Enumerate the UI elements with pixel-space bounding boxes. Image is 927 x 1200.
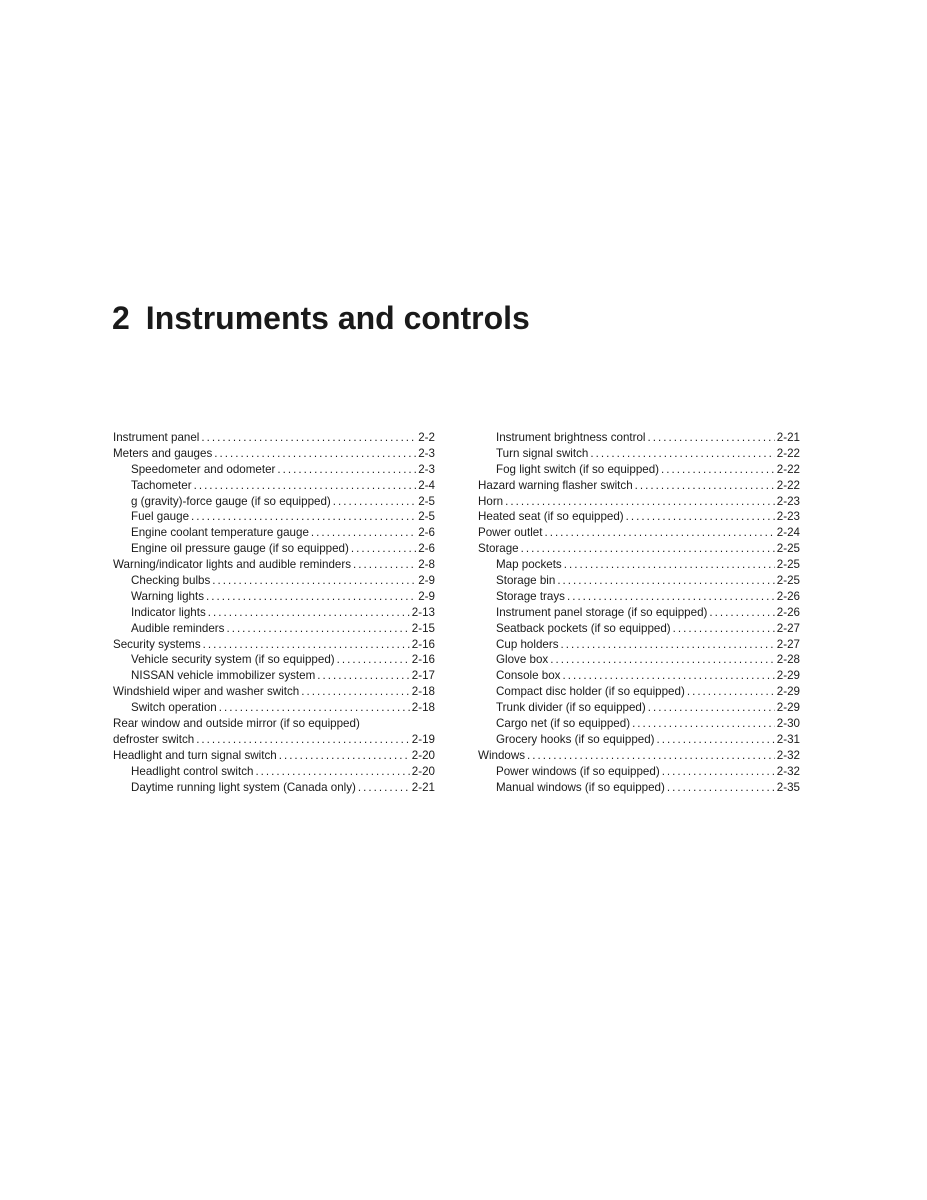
toc-leader-dots bbox=[667, 780, 775, 796]
toc-entry[interactable] bbox=[478, 509, 800, 525]
toc-leader-dots bbox=[562, 668, 774, 684]
toc-leader-dots bbox=[550, 652, 775, 668]
toc-leader-dots bbox=[206, 589, 416, 605]
toc-entry[interactable] bbox=[478, 716, 800, 732]
toc-entry[interactable] bbox=[113, 732, 435, 748]
toc-entry[interactable] bbox=[113, 430, 435, 446]
toc-entry-label: Meters and gauges bbox=[113, 446, 213, 460]
toc-entry-page: 2-4 bbox=[418, 478, 435, 492]
toc-leader-dots bbox=[353, 557, 416, 573]
toc-leader-dots bbox=[358, 780, 410, 796]
toc-entry-page: 2-13 bbox=[411, 605, 435, 619]
toc-entry-label: Security systems bbox=[113, 637, 201, 651]
toc-entry[interactable] bbox=[113, 684, 435, 700]
toc-leader-dots bbox=[635, 478, 775, 494]
toc-entry[interactable] bbox=[478, 652, 800, 668]
toc-entry[interactable] bbox=[113, 573, 435, 589]
toc-leader-dots bbox=[657, 732, 775, 748]
toc-entry[interactable] bbox=[478, 557, 800, 573]
toc-entry-page: 2-20 bbox=[411, 764, 435, 778]
chapter-title bbox=[112, 298, 530, 338]
toc-entry-page: 2-30 bbox=[776, 717, 800, 731]
toc-leader-dots bbox=[557, 573, 774, 589]
toc-entry-label: Instrument panel storage (if so equipped) bbox=[496, 605, 708, 619]
toc-entry[interactable] bbox=[478, 430, 800, 446]
toc-leader-dots bbox=[527, 748, 775, 764]
toc-entry-label: Console box bbox=[496, 669, 561, 683]
toc-entry-label: NISSAN vehicle immobilizer system bbox=[131, 669, 316, 683]
toc-entry-page: 2-28 bbox=[776, 653, 800, 667]
toc-entry-page: 2-22 bbox=[776, 446, 800, 460]
toc-entry[interactable] bbox=[113, 748, 435, 764]
toc-leader-dots bbox=[662, 764, 775, 780]
toc-leader-dots bbox=[521, 541, 775, 557]
toc-leader-dots bbox=[279, 748, 410, 764]
toc-entry-label: Warning lights bbox=[131, 589, 205, 603]
toc-entry-label: Power windows (if so equipped) bbox=[496, 764, 660, 778]
toc-entry-label: Turn signal switch bbox=[496, 446, 589, 460]
toc-leader-dots bbox=[632, 716, 775, 732]
toc-entry-page: 2-23 bbox=[776, 510, 800, 524]
toc-entry[interactable] bbox=[478, 573, 800, 589]
toc-entry[interactable] bbox=[478, 478, 800, 494]
toc-entry-label: Tachometer bbox=[131, 478, 192, 492]
toc-leader-dots bbox=[673, 621, 775, 637]
toc-entry[interactable] bbox=[478, 748, 800, 764]
toc-leader-dots bbox=[214, 446, 416, 462]
toc-left-column bbox=[113, 430, 435, 795]
toc-entry-page: 2-21 bbox=[411, 780, 435, 794]
toc-entry-label: Storage bin bbox=[496, 574, 556, 588]
toc-entry[interactable] bbox=[113, 637, 435, 653]
toc-leader-dots bbox=[626, 509, 775, 525]
toc-entry-label: Engine oil pressure gauge (if so equipped) bbox=[131, 542, 349, 556]
toc-leader-dots bbox=[648, 700, 775, 716]
toc-entry-page: 2-2 bbox=[418, 431, 435, 444]
toc-entry[interactable] bbox=[478, 668, 800, 684]
toc-entry-label: Speedometer and odometer bbox=[131, 462, 276, 476]
toc-entry-page: 2-23 bbox=[776, 494, 800, 508]
toc-entry-label: Compact disc holder (if so equipped) bbox=[496, 685, 685, 699]
toc-entry[interactable] bbox=[478, 637, 800, 653]
toc-leader-dots bbox=[687, 684, 775, 700]
toc-leader-dots bbox=[301, 684, 410, 700]
toc-entry[interactable] bbox=[478, 589, 800, 605]
toc-entry[interactable] bbox=[478, 700, 800, 716]
toc-entry-page: 2-3 bbox=[418, 462, 435, 476]
toc-entry-label: Engine coolant temperature gauge bbox=[131, 526, 309, 540]
toc-leader-dots bbox=[648, 430, 775, 446]
toc-entry[interactable] bbox=[478, 684, 800, 700]
toc-entry-label: Manual windows (if so equipped) bbox=[496, 780, 665, 794]
toc-entry-label: Cargo net (if so equipped) bbox=[496, 717, 631, 731]
toc-leader-dots bbox=[277, 462, 416, 478]
toc-entry-page: 2-26 bbox=[776, 589, 800, 603]
toc-entry-label: Grocery hooks (if so equipped) bbox=[496, 732, 655, 746]
toc-entry-label: Heated seat (if so equipped) bbox=[478, 510, 624, 524]
toc-entry[interactable] bbox=[113, 780, 435, 796]
toc-leader-dots bbox=[208, 605, 410, 621]
toc-leader-dots bbox=[661, 462, 775, 478]
toc-entry[interactable] bbox=[113, 462, 435, 478]
chapter-number: 2 bbox=[112, 300, 130, 336]
toc-entry-page: 2-27 bbox=[776, 637, 800, 651]
toc-entry-page: 2-8 bbox=[418, 558, 435, 572]
toc-entry[interactable] bbox=[478, 525, 800, 541]
toc-entry-label: Storage bbox=[478, 542, 519, 556]
toc-leader-dots bbox=[564, 557, 775, 573]
toc-entry-page: 2-25 bbox=[776, 574, 800, 588]
toc-entry-page: 2-15 bbox=[411, 621, 435, 635]
toc-entry[interactable] bbox=[478, 780, 800, 796]
toc-entry-label: Hazard warning flasher switch bbox=[478, 478, 633, 492]
toc-entry[interactable] bbox=[478, 764, 800, 780]
toc-entry-label: Storage trays bbox=[496, 589, 565, 603]
toc-entry[interactable] bbox=[113, 557, 435, 573]
toc-leader-dots bbox=[333, 494, 416, 510]
toc-leader-dots bbox=[317, 668, 410, 684]
toc-entry[interactable] bbox=[113, 494, 435, 510]
toc-entry-label: Checking bulbs bbox=[131, 574, 211, 588]
toc-entry-page: 2-24 bbox=[776, 526, 800, 540]
toc-leader-dots bbox=[505, 494, 775, 510]
toc-leader-dots bbox=[226, 621, 409, 637]
toc-entry-page: 2-35 bbox=[776, 780, 800, 794]
toc-entry-label: defroster switch bbox=[113, 732, 195, 746]
toc-entry[interactable] bbox=[113, 589, 435, 605]
toc-leader-dots bbox=[203, 637, 410, 653]
toc-entry[interactable] bbox=[478, 732, 800, 748]
toc-entry-page: 2-22 bbox=[776, 462, 800, 476]
toc-entry[interactable] bbox=[113, 509, 435, 525]
toc-entry[interactable] bbox=[113, 605, 435, 621]
toc-entry-label: Switch operation bbox=[131, 701, 217, 715]
toc-entry[interactable] bbox=[478, 446, 800, 462]
toc-entry[interactable] bbox=[113, 700, 435, 716]
toc-entry-page: 2-18 bbox=[411, 701, 435, 715]
toc-entry-label: Warning/indicator lights and audible reminders bbox=[113, 558, 352, 572]
toc-leader-dots bbox=[196, 732, 410, 748]
toc-entry-label: Fuel gauge bbox=[131, 510, 190, 524]
toc-entry-label: Seatback pockets (if so equipped) bbox=[496, 621, 671, 635]
toc-entry-label: Fog light switch (if so equipped) bbox=[496, 462, 660, 476]
toc-entry-label: Headlight control switch bbox=[131, 764, 254, 778]
toc-entry-label: g (gravity)-force gauge (if so equipped) bbox=[131, 494, 331, 508]
toc-entry-page: 2-29 bbox=[776, 669, 800, 683]
toc-entry[interactable] bbox=[478, 494, 800, 510]
toc-leader-dots bbox=[351, 541, 416, 557]
toc-entry-label: Windshield wiper and washer switch bbox=[113, 685, 300, 699]
toc-entry-page: 2-25 bbox=[776, 542, 800, 556]
toc-leader-dots bbox=[191, 509, 416, 525]
toc-entry-label: Instrument brightness control bbox=[496, 431, 646, 444]
toc-entry-label: Power outlet bbox=[478, 526, 543, 540]
toc-entry-page: 2-29 bbox=[776, 701, 800, 715]
toc-entry-label: Vehicle security system (if so equipped) bbox=[131, 653, 335, 667]
toc-entry[interactable] bbox=[478, 605, 800, 621]
toc-leader-dots bbox=[544, 525, 774, 541]
toc-entry[interactable] bbox=[478, 621, 800, 637]
toc-entry-page: 2-19 bbox=[411, 732, 435, 746]
toc-leader-dots bbox=[219, 700, 410, 716]
toc-entry-label: Trunk divider (if so equipped) bbox=[496, 701, 646, 715]
toc-entry-label: Glove box bbox=[496, 653, 549, 667]
toc-leader-dots bbox=[311, 525, 416, 541]
toc-entry-page: 2-6 bbox=[418, 526, 435, 540]
toc-entry-page: 2-21 bbox=[776, 431, 800, 444]
toc-entry-page: 2-17 bbox=[411, 669, 435, 683]
toc-entry[interactable] bbox=[113, 621, 435, 637]
toc-leader-dots bbox=[561, 637, 775, 653]
toc-entry-label: Indicator lights bbox=[131, 605, 206, 619]
toc-entry-label: Audible reminders bbox=[131, 621, 225, 635]
toc-entry-label: Rear window and outside mirror (if so equipped) bbox=[113, 717, 360, 731]
toc-entry-page: 2-29 bbox=[776, 685, 800, 699]
toc-entry-label: Windows bbox=[478, 748, 526, 762]
toc-entry-page: 2-25 bbox=[776, 558, 800, 572]
toc-leader-dots bbox=[567, 589, 775, 605]
toc-entry[interactable] bbox=[113, 652, 435, 668]
toc-entry-label: Cup holders bbox=[496, 637, 559, 651]
toc-entry-page: 2-3 bbox=[418, 446, 435, 460]
toc-entry-page: 2-6 bbox=[418, 542, 435, 556]
toc-leader-dots bbox=[212, 573, 416, 589]
toc-entry-page: 2-5 bbox=[418, 494, 435, 508]
toc-entry[interactable] bbox=[478, 462, 800, 478]
toc-entry[interactable] bbox=[113, 668, 435, 684]
toc-entry-label: Headlight and turn signal switch bbox=[113, 748, 277, 762]
toc-entry-page: 2-5 bbox=[418, 510, 435, 524]
toc-right-column bbox=[478, 430, 800, 795]
toc-entry-label: Daytime running light system (Canada only) bbox=[131, 780, 356, 794]
toc-entry-page: 2-31 bbox=[776, 732, 800, 746]
toc-leader-dots bbox=[337, 652, 410, 668]
toc-entry-page: 2-16 bbox=[411, 653, 435, 667]
toc-entry[interactable] bbox=[113, 478, 435, 494]
toc-entry-page: 2-26 bbox=[776, 605, 800, 619]
toc-entry-page: 2-32 bbox=[776, 748, 800, 762]
toc-entry[interactable] bbox=[113, 541, 435, 557]
toc-entry-page: 2-18 bbox=[411, 685, 435, 699]
toc-leader-dots bbox=[255, 764, 409, 780]
toc-entry[interactable] bbox=[113, 525, 435, 541]
toc-entry[interactable] bbox=[113, 446, 435, 462]
toc-entry-page: 2-32 bbox=[776, 764, 800, 778]
toc-leader-dots bbox=[201, 430, 416, 446]
toc-entry-label: Instrument panel bbox=[113, 431, 200, 444]
toc-entry-page: 2-20 bbox=[411, 748, 435, 762]
toc-leader-dots bbox=[590, 446, 774, 462]
chapter-title-text: Instruments and controls bbox=[145, 300, 530, 336]
toc-entry[interactable] bbox=[478, 541, 800, 557]
toc-entry-page: 2-27 bbox=[776, 621, 800, 635]
toc-leader-dots bbox=[709, 605, 774, 621]
toc-entry-label: Horn bbox=[478, 494, 504, 508]
toc-entry-page: 2-22 bbox=[776, 478, 800, 492]
toc-entry-label: Map pockets bbox=[496, 558, 562, 572]
toc-entry[interactable] bbox=[113, 716, 435, 732]
toc-entry-page: 2-9 bbox=[418, 589, 435, 603]
toc-entry-page: 2-9 bbox=[418, 574, 435, 588]
toc-leader-dots bbox=[194, 478, 417, 494]
toc-entry-page: 2-16 bbox=[411, 637, 435, 651]
toc-entry[interactable] bbox=[113, 764, 435, 780]
